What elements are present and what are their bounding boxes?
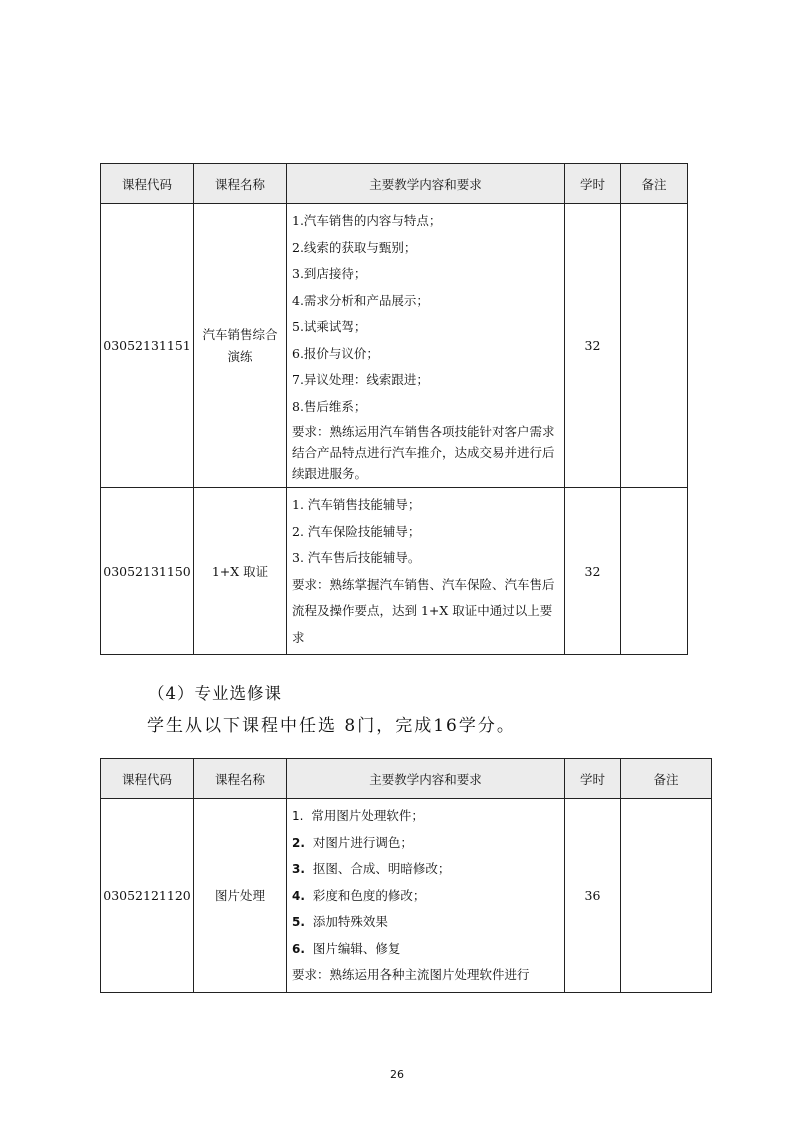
course-table-1: [100, 163, 688, 655]
table-row: [101, 488, 688, 655]
item-text: 图片编辑、修复: [312, 940, 401, 956]
item-text: 常用图片处理软件；: [311, 808, 424, 823]
item-number: 1.: [292, 809, 304, 823]
course-note: [621, 204, 688, 488]
course-hours: 32: [565, 204, 621, 488]
content-item: 7.异议处理：线索跟进；: [292, 372, 429, 387]
item-number: 3.: [292, 862, 305, 876]
course-hours: 32: [565, 488, 621, 655]
header-hours: 学时: [565, 164, 621, 204]
content-item: 4.需求分析和产品展示；: [292, 292, 429, 308]
header-notes: 备注: [621, 759, 712, 799]
content-item: 6.报价与议价；: [292, 345, 379, 361]
header-course-code: 课程代码: [101, 164, 194, 204]
table-row: [101, 204, 688, 488]
header-notes: 备注: [621, 164, 688, 204]
content-item: 2.线索的获取与甄别；: [292, 239, 417, 255]
course-content: [287, 799, 565, 993]
course-hours: 36: [565, 799, 621, 993]
course-requirement: 要求：熟练运用汽车销售各项技能针对客户需求结合产品特点进行汽车推介，达成交易并进行后续跟进服务。: [292, 424, 555, 481]
course-name: 汽车销售综合演练: [194, 204, 287, 488]
content-item: 3. 汽车售后技能辅导。: [292, 550, 421, 565]
course-content: [287, 204, 565, 488]
header-course-name: 课程名称: [194, 759, 287, 799]
item-number: 6.: [292, 941, 305, 956]
item-text: 抠图、合成、明暗修改；: [312, 861, 451, 876]
content-item: [292, 856, 560, 883]
course-note: [621, 799, 712, 993]
course-code: 03052121120: [101, 799, 194, 993]
content-item: [292, 936, 560, 963]
course-note: [621, 488, 688, 655]
item-number: 2.: [292, 835, 305, 850]
content-item: 8.售后维系；: [292, 398, 367, 414]
course-code: 03052131151: [101, 204, 194, 488]
section-description: 学生从以下课程中任选 8门，完成16学分。: [147, 716, 516, 736]
item-number: 4.: [292, 888, 305, 903]
content-item: 1. 汽车销售技能辅导；: [292, 497, 421, 512]
table-header-row: [101, 759, 712, 799]
content-item: 1.汽车销售的内容与特点；: [292, 213, 442, 228]
content-item: [292, 803, 560, 830]
header-course-code: 课程代码: [101, 759, 194, 799]
course-name: 1+X 取证: [194, 488, 287, 655]
header-course-name: 课程名称: [194, 164, 287, 204]
content-item: [292, 830, 560, 857]
header-content: 主要教学内容和要求: [287, 164, 565, 204]
course-content: [287, 488, 565, 655]
table-header-row: [101, 164, 688, 204]
item-number: 5.: [292, 915, 305, 929]
table-row: [101, 799, 712, 993]
course-code: 03052131150: [101, 488, 194, 655]
section-title: （4）专业选修课: [148, 684, 282, 703]
content-item: 3.到店接待；: [292, 266, 367, 281]
course-requirement: 要求：熟练掌握汽车销售、汽车保险、汽车售后流程及操作要点，达到 1+X 取证中通过以上要求: [292, 576, 555, 645]
item-text: 对图片进行调色；: [312, 834, 413, 850]
content-item: [292, 883, 560, 910]
header-content: 主要教学内容和要求: [287, 759, 565, 799]
page-number: 26: [390, 1068, 404, 1081]
course-table-2: [100, 758, 712, 993]
course-name: 图片处理: [194, 799, 287, 993]
content-item: 2. 汽车保险技能辅导；: [292, 523, 421, 539]
content-item: 5.试乘试驾；: [292, 319, 367, 334]
header-hours: 学时: [565, 759, 621, 799]
item-text: 彩度和色度的修改；: [312, 887, 426, 903]
content-item: [292, 909, 560, 936]
course-requirement: 要求：熟练运用各种主流图片处理软件进行: [292, 967, 530, 982]
item-text: 添加特殊效果: [312, 914, 388, 929]
